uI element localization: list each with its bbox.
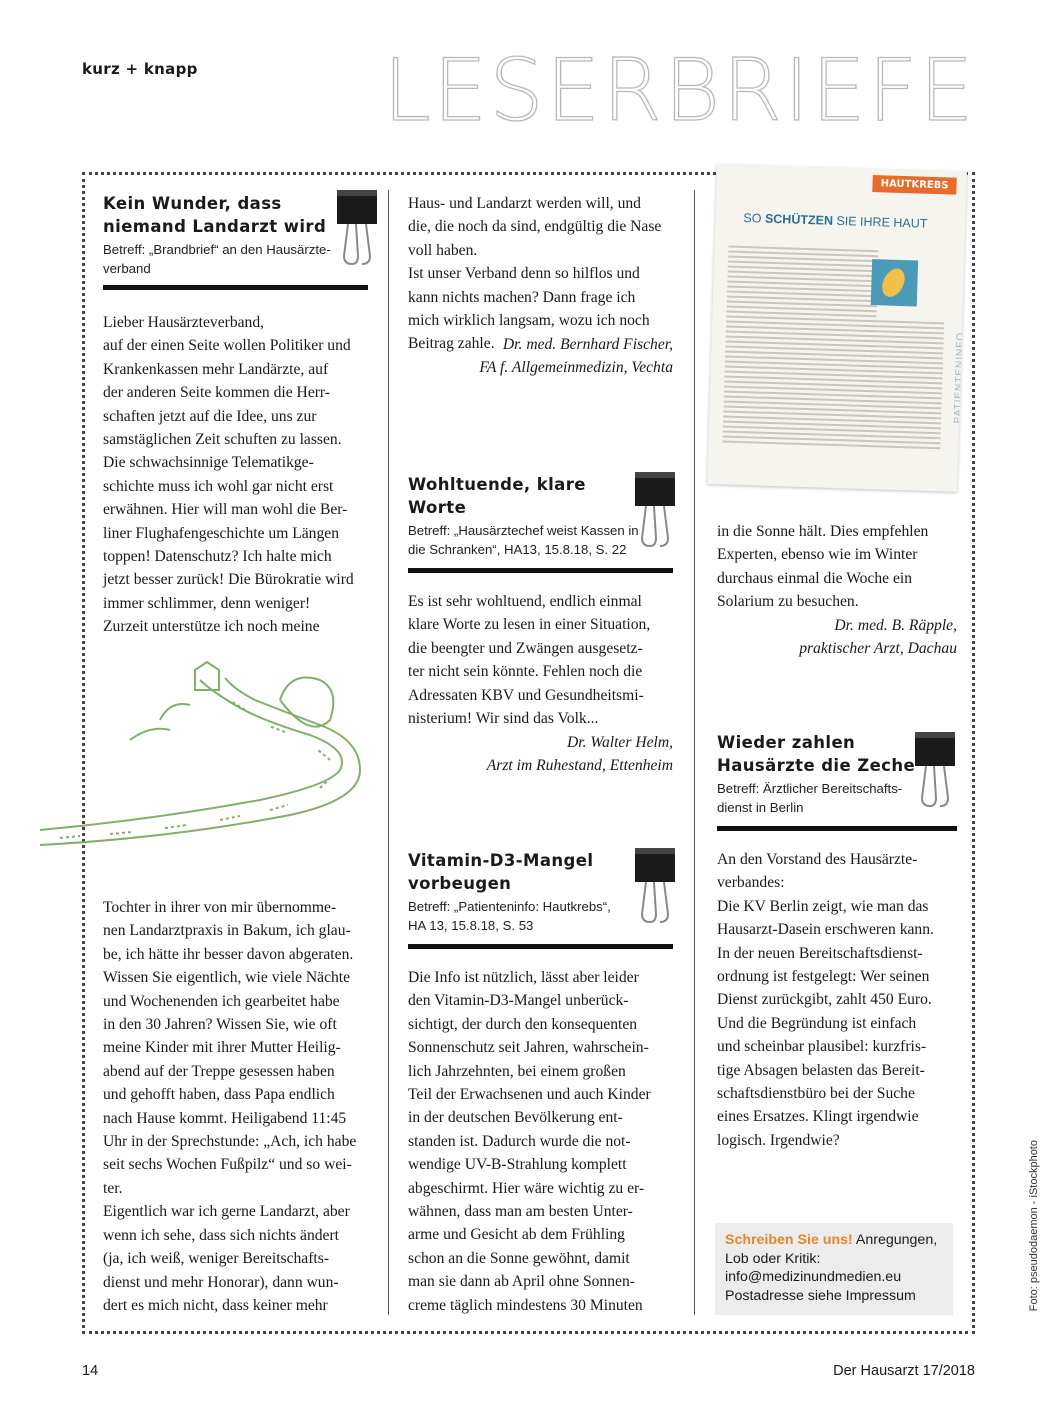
section-tag: kurz + knapp — [82, 60, 198, 78]
letter1-reference: Betreff: „Brandbrief“ an den Hausärzte- verband — [103, 242, 331, 276]
thumbnail-side-label: PATIENTENINFO — [953, 331, 967, 424]
letter2-signature: Dr. Walter Helm, Arzt im Ruhestand, Ettenheim — [486, 734, 673, 775]
binder-clip-icon — [632, 468, 678, 552]
letter1-heading: Kein Wunder, dass niemand Landarzt wird — [103, 194, 327, 236]
letter3-rule — [408, 944, 673, 949]
letter4-body: An den Vorstand des Hausärzte- verbandes: Die KV Berlin zeigt, wie man das Hausarzt-Dasein erschweren kann. In der neuen Bereitschaftsdienst- ordnung ist festgelegt: Wer seinen Dienst zurückgibt, zahlt 450 Euro. Und die Begründung ist einfach und scheinbar plausibel: kurzfris- tige Absagen belasten das Bereit- schaftsdienstbüro bei der Suche eines Ersatzes. Klingt irgendwie logisch. Irgendwie? — [717, 851, 934, 1149]
page-number: 14 — [82, 1363, 99, 1379]
letter2-body: Es ist sehr wohltuend, endlich einmal klare Worte zu lesen in einer Situation, die beengter und Zwängen ausgesetz- ter nicht sein könnte. Fehlen noch die Adressaten KBV und Gesundheitsmi- nisterium! Wir sind das Volk... — [408, 593, 651, 728]
letter3-heading: Vitamin-D3-Mangel vorbeugen — [408, 851, 594, 893]
letter1-body-top: Lieber Hausärzteverband, auf der einen Seite wollen Politiker und Krankenkassen mehr Landärzte, auf der anderen Seite kommen die Herr- schaften jetzt auf die Idee, uns zur samstäglichen Zeit schuften zu lassen. Die schwachsinnige Telematikge- schichte muss ich wohl gar nicht erst erwähnen. Hier will man wohl die Ber- liner Flughafengeschichte um Längen toppen! Datenschutz? Ich halte mich jetzt besser zurück! Die Bürokratie wird immer schlimmer, denn weniger! Zurzeit unterstütze ich noch meine — [103, 314, 354, 636]
column-divider-2 — [694, 190, 695, 1315]
thumbnail-title: SO SCHÜTZEN SIE IHRE HAUT — [743, 211, 928, 231]
letter3-body: Die Info ist nützlich, lässt aber leider den Vitamin-D3-Mangel unberück- sichtigt, der durch den konsequenten Sonnenschutz seit Jahren, wahrschein- lich Jahrzehnten, bei einem großen Teil der Erwachsenen und auch Kinder in der deutschen Bevölkerung ent- standen ist. Dadurch wurde die not- wendige UV-B-Strahlung komplett abgeschirmt. Hier wäre wichtig zu er- wähnen, dass man am besten Unter- arme und Gesicht ab dem Frühling schon an die Sonne gewöhnt, damit man sie dann ab April ohne Sonnen- creme täglich mindestens 30 Minuten — [408, 969, 651, 1314]
letter1-rule — [103, 285, 368, 290]
letter2-heading: Wohltuende, klare Worte — [408, 475, 586, 517]
thumbnail-image — [871, 259, 918, 306]
binder-clip-icon — [632, 844, 678, 928]
column-divider-1 — [388, 190, 389, 1315]
letter1-body-col2: Haus- und Landarzt werden will, und die, die noch da sind, endgültig die Nase voll haben. Ist unser Verband denn so hilflos und kann nichts machen? Dann frage ich mich wirklich langsam, wozu ich noch Beitrag zahle. — [408, 195, 662, 353]
letter3-signature: Dr. med. B. Räpple, praktischer Arzt, Dachau — [799, 617, 957, 658]
letter1-body-bottom: Tochter in ihrer von mir übernomme- nen Landarztpraxis in Bakum, ich glau- be, ich hätte ihr besser davon abgeraten. Wissen Sie eigentlich, wie viele Nächte und Wochenenden ich gearbeitet habe in den 30 Jahren? Wissen Sie, wie oft meine Kinder mit ihrer Mutter Heilig- abend auf der Treppe gesessen haben und gehofft haben, dass Papa endlich nach Hause kommt. Heiligabend 11:45 Uhr in der Sprechstunde: „Ach, ich habe seit sechs Wochen Fußpilz“ und so wei- ter. Eigentlich war ich gerne Landarzt, aber wenn ich sehe, dass sich nichts ändert (ja, ich weiß, weniger Bereitschafts- dienst und mehr Honorar), dann wun- dert es mich nicht, dass keiner mehr — [103, 899, 357, 1314]
letter3-reference: Betreff: „Patienteninfo: Hautkrebs“, HA 13, 15.8.18, S. 53 — [408, 899, 611, 933]
contact-email[interactable]: info@medizinundmedien.eu — [725, 1269, 902, 1285]
contact-box: Schreiben Sie uns! Anregungen, Lob oder Kritik: info@medizinundmedien.eu Postadresse siehe Impressum — [715, 1223, 953, 1315]
binder-clip-icon — [334, 186, 380, 270]
letter4-rule — [717, 826, 957, 831]
binder-clip-icon — [912, 728, 958, 812]
letter2-rule — [408, 568, 673, 573]
contact-highlight: Schreiben Sie uns! — [725, 1232, 853, 1248]
thumbnail-tag: HAUTKREBS — [872, 175, 956, 195]
patienteninfo-thumbnail — [707, 164, 967, 492]
road-illustration — [30, 660, 370, 850]
letter4-heading: Wieder zahlen Hausärzte die Zeche — [717, 733, 916, 775]
page-title: LESERBRIEFE — [383, 41, 976, 141]
letter2-reference: Betreff: „Hausärztechef weist Kassen in die Schranken“, HA13, 15.8.18, S. 22 — [408, 523, 639, 557]
letter3-body-col3: in die Sonne hält. Dies empfehlen Experten, ebenso wie im Winter durchaus einmal die Woche ein Solarium zu besuchen. — [717, 523, 929, 611]
issue-label: Der Hausarzt 17/2018 — [833, 1363, 975, 1379]
letter4-reference: Betreff: Ärztlicher Bereitschafts- dienst in Berlin — [717, 781, 903, 815]
letter1-signature: Dr. med. Bernhard Fischer, FA f. Allgemeinmedizin, Vechta — [479, 336, 673, 377]
